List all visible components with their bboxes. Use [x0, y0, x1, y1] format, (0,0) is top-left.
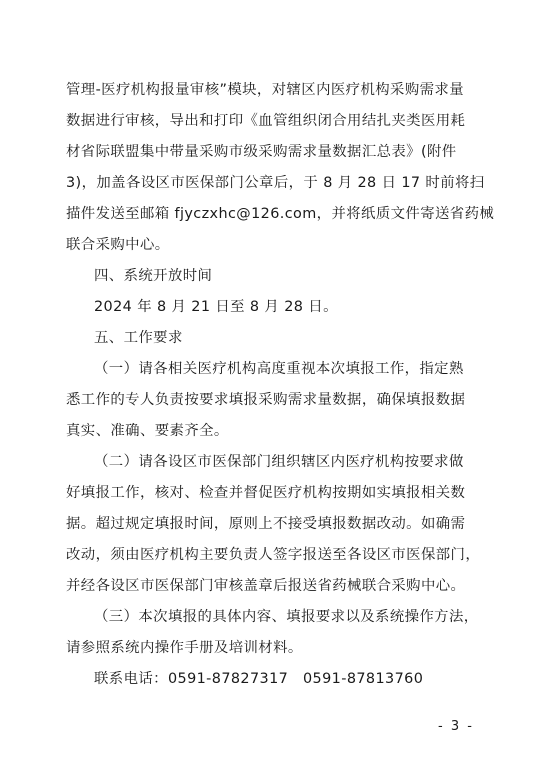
page-number: - 3 - [438, 719, 474, 734]
body-text-line: 描件发送至邮箱 fjyczxhc@126.com，并将纸质文件寄送省药械 [66, 206, 495, 222]
section-heading: 五、工作要求 [94, 330, 183, 346]
body-text-line: 悉工作的专人负责按要求填报采购需求量数据，确保填报数据 [66, 392, 466, 408]
body-text-line: 请参照系统内操作手册及培训材料。 [66, 640, 303, 656]
body-text-line: 真实、准确、要素齐全。 [66, 423, 229, 439]
body-text-line: 改动，须由医疗机构主要负责人签字报送至各设区市医保部门， [66, 547, 481, 563]
contact-phone-line: 联系电话：0591-87827317 0591-87813760 [94, 671, 424, 687]
body-text-line: （三）本次填报的具体内容、填报要求以及系统操作方法， [94, 609, 479, 625]
body-text-line: 据。超过规定填报时间，原则上不接受填报数据改动。如确需 [66, 516, 466, 532]
body-text-line: 管理-医疗机构报量审核”模块，对辖区内医疗机构采购需求量 [66, 82, 465, 98]
body-text-line: 好填报工作，核对、检查并督促医疗机构按期如实填报相关数 [66, 485, 466, 501]
body-text-line: （一）请各相关医疗机构高度重视本次填报工作，指定熟 [94, 361, 464, 377]
body-text-line: 2024 年 8 月 21 日至 8 月 28 日。 [94, 299, 338, 315]
body-text-line: 并经各设区市医保部门审核盖章后报送省药械联合采购中心。 [66, 578, 466, 594]
body-text-line: 联合采购中心。 [66, 237, 170, 253]
body-text-line: 3)，加盖各设区市医保部门公章后，于 8 月 28 日 17 时前将扫 [66, 175, 485, 191]
body-text-line: 数据进行审核，导出和打印《血管组织闭合用结扎夹类医用耗 [66, 113, 466, 129]
body-text-line: 材省际联盟集中带量采购市级采购需求量数据汇总表》(附件 [66, 144, 457, 160]
body-text-line: （二）请各设区市医保部门组织辖区内医疗机构按要求做 [94, 454, 464, 470]
section-heading: 四、系统开放时间 [94, 268, 213, 284]
